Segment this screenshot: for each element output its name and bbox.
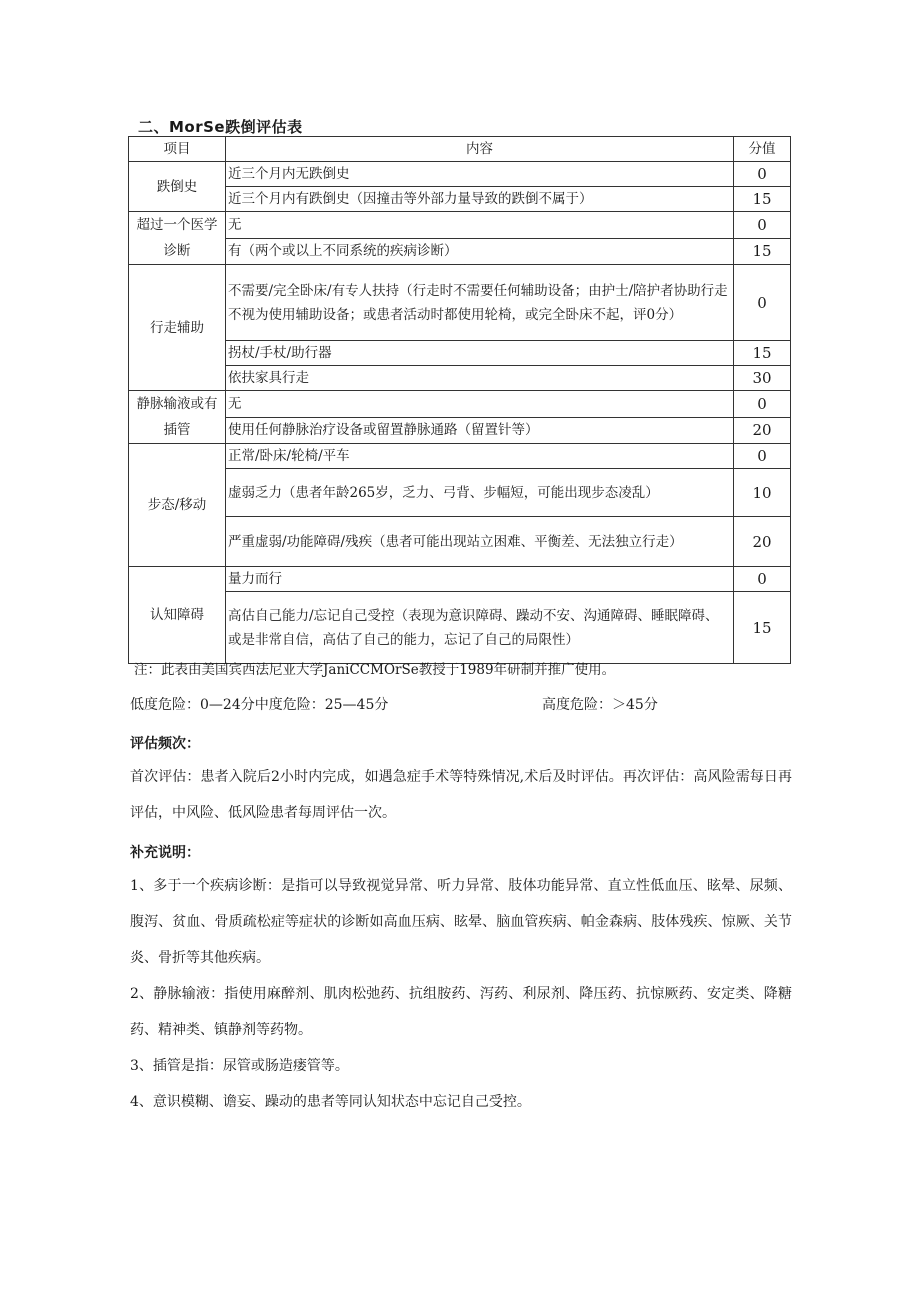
- row-content: 无: [226, 391, 734, 418]
- risk-low-mid: 低度危险：0—24分中度危险：25—45分: [130, 697, 389, 713]
- item-fall-history: 跌倒史: [129, 162, 226, 212]
- frequency-text: 首次评估：患者入院后2小时内完成，如遇急症手术等特殊情况,术后及时评估。再次评估：高风险需每日再评估，中风险、低风险患者每周评估一次。: [130, 769, 792, 821]
- header-item: 项目: [129, 137, 226, 162]
- table-row: [129, 162, 791, 187]
- row-score: 15: [734, 187, 791, 212]
- row-content: 不需要/完全卧床/有专人扶持（行走时不需要任何辅助设备；由护士/陪护者协助行走不视为使用辅助设备；或患者活动时都使用轮椅，或完全卧床不起，评0分）: [226, 265, 734, 341]
- row-score: 15: [734, 592, 791, 664]
- row-content: 有（两个或以上不同系统的疾病诊断）: [226, 238, 734, 265]
- table-header-row: [129, 137, 791, 162]
- row-content: 近三个月内无跌倒史: [226, 162, 734, 187]
- row-content: 严重虚弱/功能障碍/残疾（患者可能出现站立困难、平衡差、无法独立行走）: [226, 517, 734, 567]
- item-gait: 步态/移动: [129, 444, 226, 567]
- supplement-item-4: 4、意识模糊、谵妄、躁动的患者等同认知状态中忘记自己受控。: [130, 1094, 531, 1110]
- row-content: 高估自己能力/忘记自己受控（表现为意识障碍、躁动不安、沟通障碍、睡眠障碍、或是非常自信，高估了自己的能力，忘记了自己的局限性）: [226, 592, 734, 664]
- row-score: 20: [734, 517, 791, 567]
- morse-fall-table: [128, 136, 791, 664]
- frequency-heading: 评估频次：: [130, 736, 200, 752]
- supplement-item-3: 3、插管是指：尿管或肠造瘘管等。: [130, 1058, 349, 1074]
- table-row: [129, 567, 791, 592]
- row-content: 依扶家具行走: [226, 366, 734, 391]
- item-mental-status: 认知障碍: [129, 567, 226, 664]
- page-title: 二、MorSe跌倒评估表: [138, 118, 303, 136]
- row-score: 0: [734, 391, 791, 418]
- table-row: [129, 187, 791, 212]
- table-note: 注：此表由美国宾西法尼亚大学JaniCCMOrSe教授于1989年研制并推广使用。: [134, 662, 616, 678]
- row-score: 15: [734, 341, 791, 366]
- row-score: 0: [734, 444, 791, 469]
- supplement-heading: 补充说明：: [130, 845, 200, 861]
- row-score: 0: [734, 212, 791, 239]
- table-row: [129, 366, 791, 391]
- row-score: 10: [734, 469, 791, 517]
- row-content: 正常/卧床/轮椅/平车: [226, 444, 734, 469]
- table-row: [129, 517, 791, 567]
- risk-high: 高度危险：＞45分: [542, 697, 658, 713]
- item-multiple-diagnosis: 超过一个医学诊断: [129, 212, 226, 265]
- header-content: 内容: [226, 137, 734, 162]
- row-score: 30: [734, 366, 791, 391]
- row-score: 0: [734, 162, 791, 187]
- row-content: 量力而行: [226, 567, 734, 592]
- item-iv-therapy: 静脉输液或有插管: [129, 391, 226, 444]
- table-row: [129, 238, 791, 265]
- table-row: [129, 391, 791, 418]
- supplement-item-2: 2、静脉输液：指使用麻醉剂、肌肉松弛药、抗组胺药、泻药、利尿剂、降压药、抗惊厥药、安定类、降糖药、精神类、镇静剂等药物。: [130, 986, 792, 1038]
- table-row: [129, 265, 791, 341]
- row-score: 0: [734, 567, 791, 592]
- table-row: [129, 417, 791, 444]
- table-row: [129, 592, 791, 664]
- row-content: 近三个月内有跌倒史（因撞击等外部力量导致的跌倒不属于）: [226, 187, 734, 212]
- table-row: [129, 444, 791, 469]
- supplement-item-1: 1、多于一个疾病诊断：是指可以导致视觉异常、听力异常、肢体功能异常、直立性低血压、眩晕、尿频、腹泻、贫血、骨质疏松症等症状的诊断如高血压病、眩晕、脑血管疾病、帕金森病、肢体残疾、惊厥、关节炎、骨折等其他疾病。: [130, 878, 792, 966]
- row-score: 20: [734, 417, 791, 444]
- table-row: [129, 212, 791, 239]
- row-score: 15: [734, 238, 791, 265]
- row-content: 虚弱乏力（患者年龄265岁，乏力、弓背、步幅短，可能出现步态凌乱）: [226, 469, 734, 517]
- row-content: 使用任何静脉治疗设备或留置静脉通路（留置针等）: [226, 417, 734, 444]
- table-row: [129, 341, 791, 366]
- table-row: [129, 469, 791, 517]
- item-ambulatory-aid: 行走辅助: [129, 265, 226, 391]
- row-score: 0: [734, 265, 791, 341]
- header-score: 分值: [734, 137, 791, 162]
- row-content: 拐杖/手杖/助行器: [226, 341, 734, 366]
- row-content: 无: [226, 212, 734, 239]
